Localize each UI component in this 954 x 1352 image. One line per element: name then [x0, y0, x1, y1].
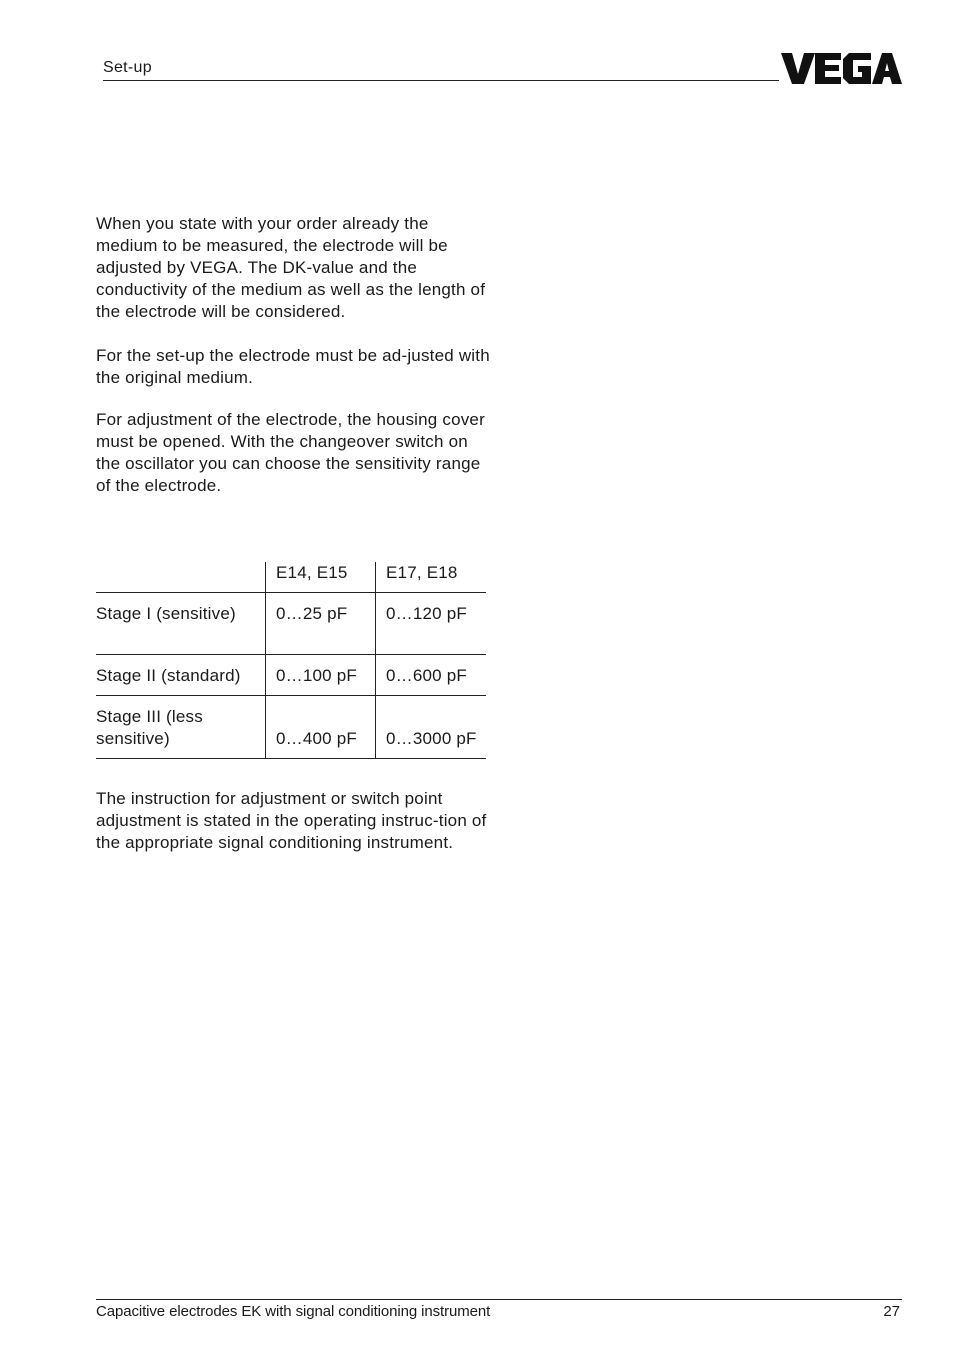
value-cell: 0…3000 pF — [375, 696, 486, 758]
section-title: Set-up — [103, 59, 152, 76]
table-header-row — [96, 562, 486, 593]
paragraph-text: The instruction for adjustment or switch point adjustment is stated in the operating instruc-tion of the appropriate signal conditioning instrument. — [96, 789, 487, 852]
stage-cell: Stage III (less sensitive) — [96, 707, 203, 748]
value-cell: 0…120 pF — [375, 593, 486, 654]
instruction-paragraph — [96, 788, 491, 854]
page-number: 27 — [883, 1303, 900, 1320]
table-row — [96, 696, 486, 759]
vega-logo — [781, 50, 902, 86]
paragraph-text: For the set-up the electrode must be ad-justed with the original medium. — [96, 346, 490, 387]
intro-paragraph — [96, 213, 491, 323]
header-cell-e14-e15: E14, E15 — [265, 562, 375, 592]
footer-document-title: Capacitive electrodes EK with signal conditioning instrument — [96, 1303, 491, 1320]
value-cell: 0…400 pF — [265, 696, 375, 758]
table-row — [96, 593, 486, 655]
stage-cell: Stage I (sensitive) — [96, 604, 236, 623]
footer-divider — [96, 1299, 902, 1300]
paragraph-text: When you state with your order already the medium to be measured, the electrode will be adjusted by VEGA. The DK-value and the conductivity of the medium as well as the length of the electrode will be considered. — [96, 214, 486, 321]
value-cell: 0…25 pF — [265, 593, 375, 654]
header-cell-empty — [96, 562, 265, 592]
value-cell: 0…600 pF — [375, 655, 486, 695]
header-cell-e17-e18: E17, E18 — [375, 562, 486, 592]
paragraph-text: For adjustment of the electrode, the housing cover must be opened. With the changeover switch on the oscillator you can choose the sensitivity range of the electrode. — [96, 410, 485, 495]
sensitivity-table — [96, 562, 486, 759]
value-cell: 0…100 pF — [265, 655, 375, 695]
table-row — [96, 655, 486, 696]
setup-paragraph — [96, 345, 491, 389]
header-divider — [103, 80, 779, 81]
stage-cell: Stage II (standard) — [96, 666, 241, 685]
vega-logo-graphic — [781, 50, 902, 86]
adjustment-paragraph — [96, 409, 491, 497]
